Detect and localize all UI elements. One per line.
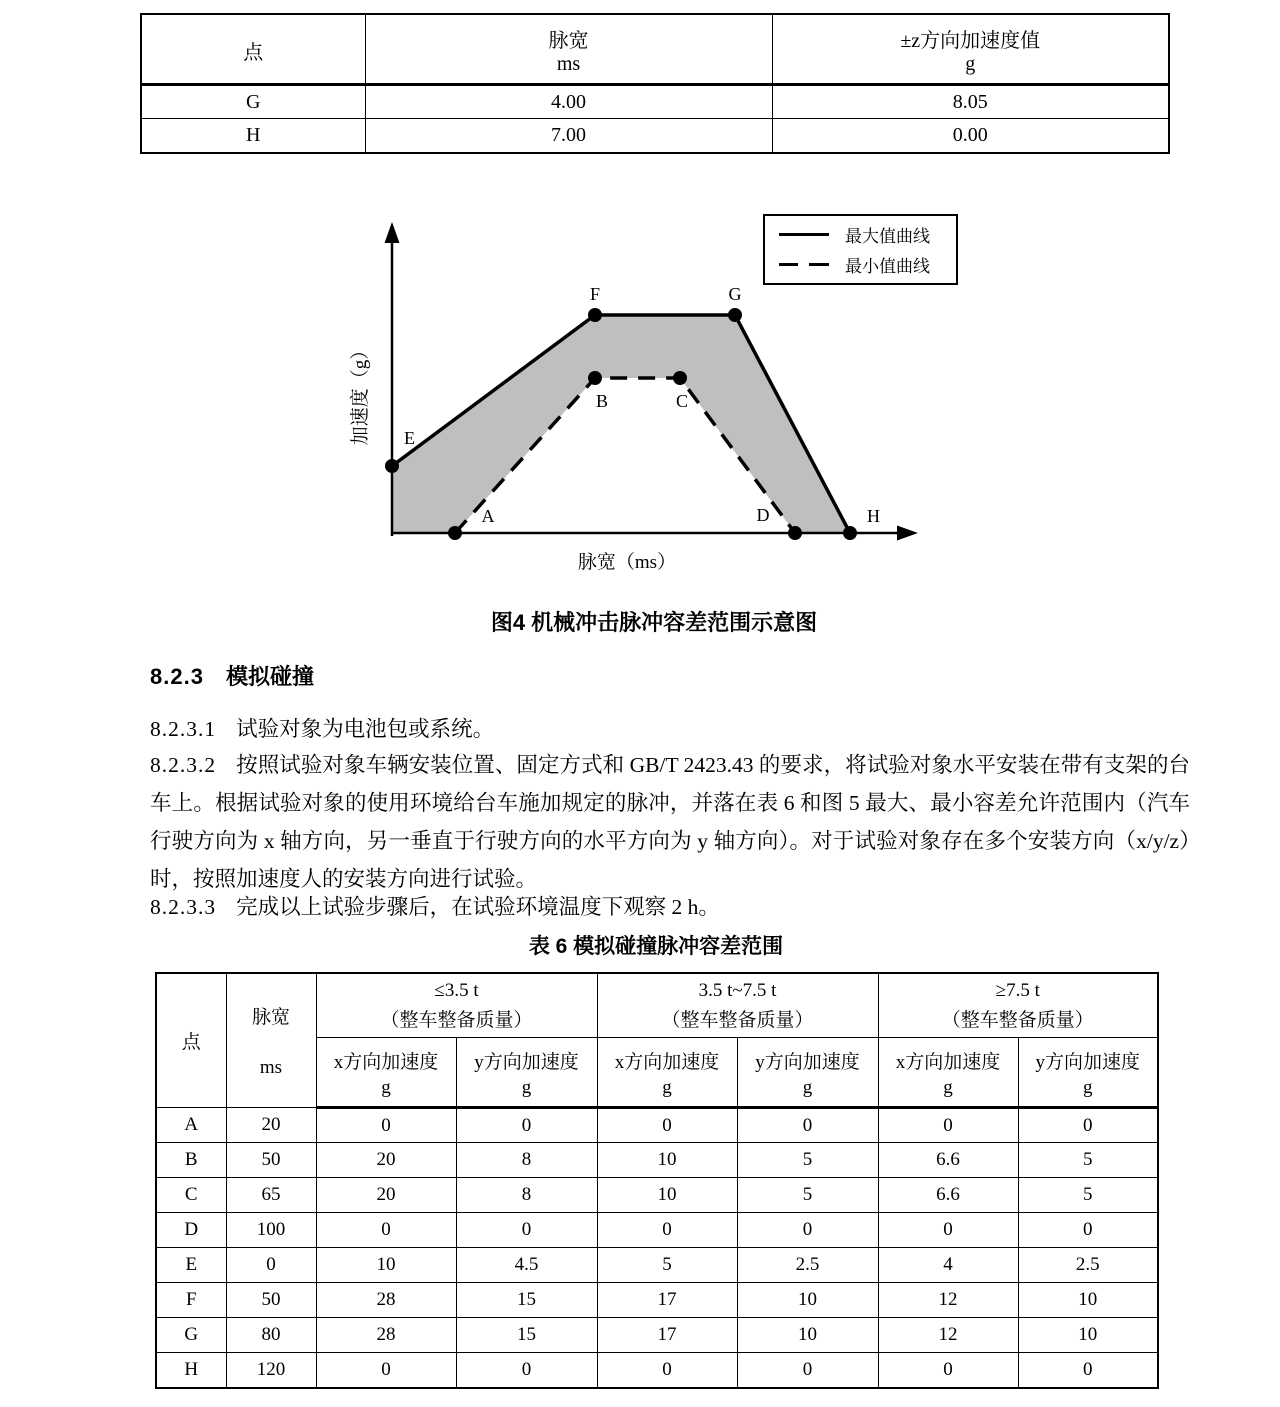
table-cell: 5 <box>597 1248 737 1283</box>
header-label: x方向加速度 <box>895 1052 1001 1074</box>
group-title: ≤3.5 t <box>434 980 479 1002</box>
header-label: y方向加速度 <box>1035 1052 1141 1074</box>
table-row <box>156 1353 1158 1388</box>
table-cell: 100 <box>226 1213 316 1248</box>
group-subtitle: （整车整备质量） <box>941 1010 1094 1032</box>
table-cell: 50 <box>226 1143 316 1178</box>
header-label: 点 <box>243 41 264 64</box>
paragraph-8-2-3-1 <box>150 710 1190 748</box>
table-header-row <box>141 14 1169 85</box>
table-cell: 0 <box>597 1353 737 1388</box>
solid-line-icon <box>779 233 829 236</box>
table-cell: 20 <box>316 1178 456 1213</box>
table-cell: 65 <box>226 1178 316 1213</box>
table-cell: G <box>156 1318 226 1353</box>
point-G <box>728 308 742 322</box>
header-y-accel <box>456 1037 597 1107</box>
table-cell: A <box>156 1108 226 1143</box>
table-cell: B <box>156 1143 226 1178</box>
table-cell: 10 <box>1018 1318 1158 1353</box>
table-cell: 0 <box>316 1353 456 1388</box>
paragraph-number: 8.2.3.2 <box>150 753 217 777</box>
table-cell: 0 <box>597 1213 737 1248</box>
table-cell: 5 <box>1018 1143 1158 1178</box>
table-cell: 12 <box>878 1283 1018 1318</box>
x-axis-label: 脉宽（ms） <box>577 552 677 573</box>
legend-label: 最小值曲线 <box>845 257 930 277</box>
point-F <box>588 308 602 322</box>
table-row <box>156 1178 1158 1213</box>
header-pulse-width <box>226 973 316 1108</box>
figure-caption: 图4 机械冲击脉冲容差范围示意图 <box>490 610 818 635</box>
header-unit: g <box>943 1077 953 1099</box>
table-cell: 2.5 <box>1018 1248 1158 1283</box>
table-cell: 20 <box>226 1108 316 1143</box>
header-point <box>141 14 365 85</box>
section-title: 模拟碰撞 <box>225 664 314 689</box>
table-cell: 10 <box>597 1178 737 1213</box>
paragraph-text: 按照试验对象车辆安装位置、固定方式和 GB/T 2423.43 的要求，将试验对象水平安装在带有支架的台车上。根据试验对象的使用环境给台车施加规定的脉冲，并落在表 6 和图 5 最大、最小容差允许范围内（汽车行驶方向为 x 轴方向，另一垂直于行驶方向的水平方向为 y 轴方向）。对于试验对象存在多个安装方向（x/y/z）时，按照加速度人的安装方向进行试验。 <box>150 753 1190 891</box>
header-x-accel <box>316 1037 456 1107</box>
table-cell: G <box>141 85 365 119</box>
point-label-C: C <box>675 391 689 411</box>
tolerance-band-region <box>392 315 850 533</box>
table-cell: 0 <box>316 1108 456 1143</box>
group-title: 3.5 t~7.5 t <box>698 980 777 1002</box>
header-y-accel <box>737 1037 878 1107</box>
table-cell: 0 <box>456 1108 597 1143</box>
shock-pulse-table <box>140 13 1170 154</box>
table-cell: 20 <box>316 1143 456 1178</box>
table-body <box>156 1108 1158 1388</box>
paragraph-number: 8.2.3.3 <box>150 895 217 919</box>
table-row <box>141 119 1169 153</box>
table-cell: 0 <box>737 1213 878 1248</box>
table-cell: 8 <box>456 1143 597 1178</box>
point-C <box>673 371 687 385</box>
table-cell: 4.00 <box>365 85 772 119</box>
table-cell: 8 <box>456 1178 597 1213</box>
table-cell: 0 <box>316 1213 456 1248</box>
table-cell: 0.00 <box>772 119 1169 153</box>
point-D <box>788 526 802 540</box>
table-cell: E <box>156 1248 226 1283</box>
table-row <box>156 1248 1158 1283</box>
legend-item-max <box>779 222 942 247</box>
header-unit: g <box>965 53 976 75</box>
table-cell: 0 <box>737 1108 878 1143</box>
table-cell: C <box>156 1178 226 1213</box>
table-cell: 0 <box>737 1353 878 1388</box>
group-subtitle: （整车整备质量） <box>380 1010 533 1032</box>
table-cell: 5 <box>1018 1178 1158 1213</box>
table-cell: 0 <box>456 1213 597 1248</box>
point-A <box>448 526 462 540</box>
header-unit: g <box>662 1077 672 1099</box>
table-cell: H <box>156 1353 226 1388</box>
header-x-accel <box>878 1037 1018 1107</box>
table-cell: 8.05 <box>772 85 1169 119</box>
table-cell: D <box>156 1213 226 1248</box>
header-unit: g <box>1083 1077 1093 1099</box>
point-label-B: B <box>595 391 609 411</box>
point-E <box>385 459 399 473</box>
header-unit: g <box>521 1077 532 1099</box>
table-cell: 12 <box>878 1318 1018 1353</box>
table-cell: 4 <box>878 1248 1018 1283</box>
table-cell: 10 <box>737 1283 878 1318</box>
group-title: ≥7.5 t <box>995 980 1040 1002</box>
paragraph-text: 试验对象为电池包或系统。 <box>236 717 495 741</box>
table-cell: 0 <box>226 1248 316 1283</box>
dashed-line-icon <box>779 263 829 266</box>
header-label: 脉宽 <box>548 30 589 52</box>
group-header-row <box>156 973 1158 1037</box>
table-cell: 28 <box>316 1318 456 1353</box>
table-cell: 0 <box>1018 1108 1158 1143</box>
table-body <box>141 85 1169 153</box>
legend-label: 最大值曲线 <box>845 226 930 246</box>
table6-caption: 表 6 模拟碰撞脉冲容差范围 <box>528 935 784 958</box>
table-cell: 0 <box>878 1353 1018 1388</box>
table-row <box>156 1213 1158 1248</box>
header-label: x方向加速度 <box>614 1052 720 1074</box>
header-label: x方向加速度 <box>333 1052 439 1074</box>
table-cell: 28 <box>316 1283 456 1318</box>
table-row <box>156 1283 1158 1318</box>
table-cell: 50 <box>226 1283 316 1318</box>
table-cell: H <box>141 119 365 153</box>
x-axis-arrow <box>897 526 918 541</box>
paragraph-8-2-3-2 <box>150 746 1190 898</box>
header-group-light <box>316 973 597 1037</box>
table-cell: 15 <box>456 1318 597 1353</box>
header-group-heavy <box>878 973 1158 1037</box>
header-unit: g <box>381 1077 391 1099</box>
point-B <box>588 371 602 385</box>
header-group-medium <box>597 973 878 1037</box>
table-cell: F <box>156 1283 226 1318</box>
point-label-F: F <box>589 284 601 304</box>
point-label-E: E <box>404 428 415 448</box>
header-y-accel <box>1018 1037 1158 1107</box>
table-cell: 10 <box>1018 1283 1158 1318</box>
table-cell: 0 <box>1018 1353 1158 1388</box>
table-cell: 17 <box>597 1318 737 1353</box>
y-axis-label: 加速度（g） <box>350 340 371 446</box>
header-x-accel <box>597 1037 737 1107</box>
table-cell: 0 <box>597 1108 737 1143</box>
table-cell: 2.5 <box>737 1248 878 1283</box>
header-point <box>156 973 226 1108</box>
header-unit: g <box>802 1077 813 1099</box>
table-row <box>156 1318 1158 1353</box>
table-cell: 80 <box>226 1318 316 1353</box>
paragraph-number: 8.2.3.1 <box>150 717 217 741</box>
table-cell: 0 <box>1018 1213 1158 1248</box>
table-cell: 4.5 <box>456 1248 597 1283</box>
simulated-collision-table <box>155 972 1159 1389</box>
header-pulse-width <box>365 14 772 85</box>
table-cell: 5 <box>737 1143 878 1178</box>
y-axis-arrow <box>385 222 400 243</box>
point-label-H: H <box>867 506 880 526</box>
table-cell: 10 <box>597 1143 737 1178</box>
table-cell: 5 <box>737 1178 878 1213</box>
table-cell: 0 <box>456 1353 597 1388</box>
group-subtitle: （整车整备质量） <box>661 1010 814 1032</box>
table-cell: 0 <box>878 1213 1018 1248</box>
paragraph-8-2-3-3 <box>150 888 1190 926</box>
table-cell: 10 <box>316 1248 456 1283</box>
header-label: 脉宽 <box>251 1007 290 1028</box>
paragraph-text: 完成以上试验步骤后，在试验环境温度下观察 2 h。 <box>236 895 720 919</box>
table-row <box>156 1143 1158 1178</box>
table-cell: 6.6 <box>878 1178 1018 1213</box>
table-cell: 15 <box>456 1283 597 1318</box>
header-unit: ms <box>259 1057 283 1078</box>
table-row <box>156 1108 1158 1143</box>
section-heading <box>150 660 314 691</box>
header-label: y方向加速度 <box>474 1052 579 1074</box>
table-cell: 0 <box>878 1108 1018 1143</box>
table-cell: 6.6 <box>878 1143 1018 1178</box>
table-cell: 7.00 <box>365 119 772 153</box>
header-label: ±z方向加速度值 <box>900 30 1041 52</box>
table-cell: 17 <box>597 1283 737 1318</box>
header-z-acceleration <box>772 14 1169 85</box>
header-label: 点 <box>181 1032 201 1053</box>
section-number: 8.2.3 <box>150 664 204 689</box>
figure-legend <box>763 214 958 285</box>
header-unit: ms <box>556 53 581 75</box>
point-label-G: G <box>728 284 742 304</box>
table-cell: 120 <box>226 1353 316 1388</box>
table-row <box>141 85 1169 119</box>
legend-item-min <box>779 252 942 277</box>
point-label-D: D <box>756 505 770 525</box>
point-label-A: A <box>481 506 495 526</box>
table-cell: 10 <box>737 1318 878 1353</box>
header-label: y方向加速度 <box>755 1052 860 1074</box>
point-H <box>843 526 857 540</box>
